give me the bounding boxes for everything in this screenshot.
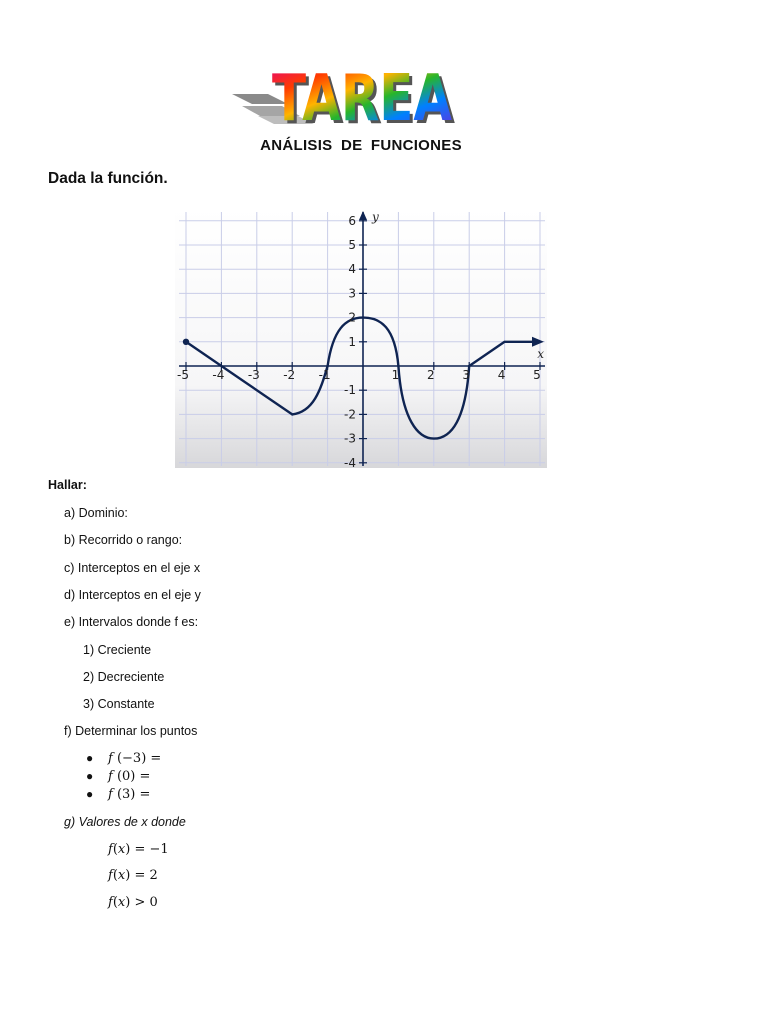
logo-text: TAREA bbox=[272, 62, 453, 130]
y-tick-label: 2 bbox=[348, 310, 356, 325]
logo-shadow: TAREA bbox=[275, 65, 456, 130]
hallar-heading: Hallar: bbox=[48, 478, 87, 492]
question-e: e) Intervalos donde f es: bbox=[64, 615, 199, 629]
question-e2: 2) Decreciente bbox=[83, 670, 165, 684]
f-item-1: f (−3) = bbox=[108, 751, 162, 766]
y-axis-label: y bbox=[372, 210, 379, 224]
x-tick-label: 3 bbox=[462, 368, 471, 382]
question-e1: 1) Creciente bbox=[83, 643, 152, 657]
y-tick-label: 3 bbox=[348, 286, 356, 301]
question-e3: 3) Constante bbox=[83, 697, 155, 711]
x-axis-label: x bbox=[537, 347, 544, 361]
y-tick-label: 5 bbox=[348, 238, 356, 252]
question-d: d) Interceptos en el eje y bbox=[64, 588, 201, 602]
y-tick-label: -4 bbox=[344, 455, 356, 468]
y-tick-label: -3 bbox=[344, 431, 356, 446]
graph-background bbox=[175, 208, 547, 468]
x-tick-label: -2 bbox=[283, 368, 296, 382]
y-tick-label: 6 bbox=[348, 213, 356, 228]
endpoint-dot bbox=[183, 339, 189, 345]
x-tick-label: -1 bbox=[318, 368, 331, 382]
f-item-2: f (0) = bbox=[108, 769, 151, 784]
x-tick-label: 4 bbox=[497, 368, 506, 382]
x-tick-label: -4 bbox=[212, 368, 225, 382]
bullet-dot: ● bbox=[86, 769, 94, 783]
question-g: g) Valores de x donde bbox=[64, 815, 186, 829]
tarea-logo bbox=[228, 58, 460, 130]
x-tick-label: 2 bbox=[426, 368, 435, 382]
y-tick-label: 1 bbox=[348, 334, 356, 349]
bullet-dot: ● bbox=[86, 787, 94, 801]
question-a: a) Dominio: bbox=[64, 506, 128, 520]
f-item-3: f (3) = bbox=[108, 787, 151, 802]
bullet-dot: ● bbox=[86, 751, 94, 765]
question-b: b) Recorrido o rango: bbox=[64, 533, 183, 547]
intro-text: Dada la función. bbox=[48, 170, 168, 187]
g-item-3: f(x) > 0 bbox=[108, 895, 158, 910]
g-item-1: f(x) = −1 bbox=[108, 842, 169, 857]
y-tick-label: -2 bbox=[344, 407, 356, 422]
g-item-2: f(x) = 2 bbox=[108, 868, 158, 883]
x-tick-label: -5 bbox=[177, 368, 189, 382]
x-tick-label: 5 bbox=[533, 368, 541, 382]
question-c: c) Interceptos en el eje x bbox=[64, 561, 201, 575]
x-tick-label: 1 bbox=[391, 368, 400, 382]
x-tick-label: -3 bbox=[247, 368, 260, 382]
y-tick-label: 4 bbox=[348, 262, 356, 277]
question-f: f) Determinar los puntos bbox=[64, 724, 198, 738]
y-tick-label: -1 bbox=[344, 383, 356, 398]
page-subtitle: ANÁLISIS DE FUNCIONES bbox=[260, 137, 462, 154]
function-graph bbox=[175, 208, 547, 468]
